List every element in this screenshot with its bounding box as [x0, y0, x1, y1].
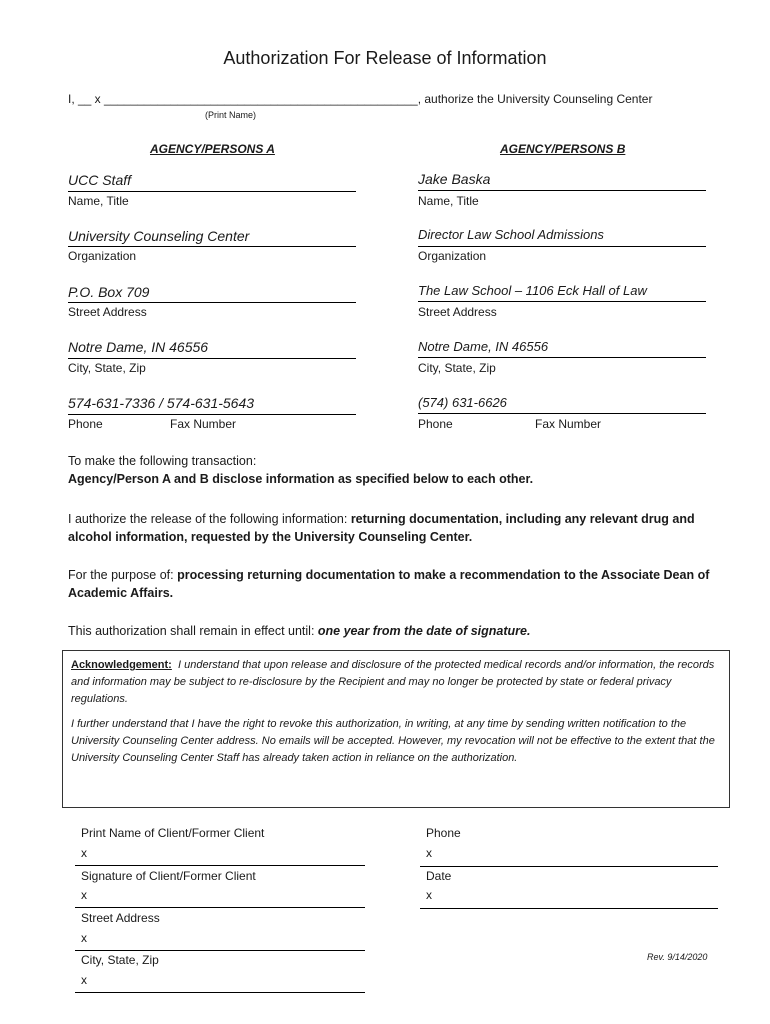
acknowledgement-heading: Acknowledgement:: [71, 659, 172, 671]
acknowledgement-text-1: I understand that upon release and disclosure of the protected medical records and/or information, the records and information may be subject to re-disclosure by the Recipient and may no longer be protected by state or federal privacy regulations.: [71, 659, 715, 705]
agency-a-phone-line: [68, 414, 356, 415]
agency-b-street-line: [418, 301, 706, 302]
street-address-field[interactable]: x: [81, 931, 87, 945]
print-name-label: Print Name of Client/Former Client: [81, 826, 265, 840]
print-name-hint: (Print Name): [205, 110, 257, 120]
effect-paragraph: [68, 622, 718, 640]
agency-a-phone-label: Phone: [68, 417, 103, 431]
print-name-field[interactable]: x: [81, 846, 87, 860]
acknowledgement-text-2: I further understand that I have the right to revoke this authorization, in writing, at any time by sending written notification to the University Counseling Center address. No emails will be accepted. However, my revocation will not be effective to the extent that the University Counseling Center Staff has already taken action in reliance on the authorization.: [71, 718, 715, 764]
agency-b-street[interactable]: The Law School – 1106 Eck Hall of Law: [418, 283, 647, 298]
transaction-detail: Agency/Person A and B disclose information as specified below to each other.: [68, 472, 534, 486]
acknowledgement-p1: [71, 657, 721, 708]
agency-a-name-line: [68, 191, 356, 192]
agency-b-phone-label: Phone: [418, 417, 453, 431]
agency-a-fax-label: Fax Number: [170, 417, 237, 431]
release-paragraph: [68, 510, 718, 546]
agency-b-phone[interactable]: (574) 631-6626: [418, 395, 507, 410]
release-lead: I authorize the release of the following information:: [68, 512, 351, 526]
agency-b-phone-line: [418, 413, 706, 414]
agency-a-phone[interactable]: 574-631-7336 / 574-631-5643: [68, 395, 255, 411]
agency-b-city[interactable]: Notre Dame, IN 46556: [418, 339, 549, 354]
authorization-intro: I, __ x _______________________________________________, authorize the University Counseling Center: [68, 92, 653, 106]
agency-b-city-line: [418, 357, 706, 358]
agency-a-organization[interactable]: University Counseling Center: [68, 228, 250, 244]
agency-a-street[interactable]: P.O. Box 709: [68, 284, 150, 300]
city-state-zip-line: [75, 992, 365, 993]
agency-b-organization-label: Organization: [418, 249, 487, 263]
transaction-paragraph: [68, 452, 718, 488]
agency-b-name-label: Name, Title: [418, 194, 479, 208]
purpose-paragraph: [68, 566, 718, 602]
print-name-line: [75, 865, 365, 866]
agency-a-name[interactable]: UCC Staff: [68, 172, 132, 188]
agency-a-city-label: City, State, Zip: [68, 361, 146, 375]
agency-a-name-label: Name, Title: [68, 194, 129, 208]
agency-a-organization-label: Organization: [68, 249, 137, 263]
agency-a-heading: AGENCY/PERSONS A: [150, 142, 275, 156]
agency-a-street-line: [68, 302, 356, 303]
signature-field[interactable]: x: [81, 888, 87, 902]
phone-field[interactable]: x: [426, 846, 432, 860]
city-state-zip-field[interactable]: x: [81, 973, 87, 987]
effect-detail: one year from the date of signature.: [317, 624, 531, 638]
city-state-zip-label: City, State, Zip: [81, 953, 159, 967]
agency-b-street-label: Street Address: [418, 305, 497, 319]
agency-a-street-label: Street Address: [68, 305, 147, 319]
signature-line: [75, 907, 365, 908]
purpose-lead: For the purpose of:: [68, 568, 178, 582]
phone-label: Phone: [426, 826, 461, 840]
agency-b-heading: AGENCY/PERSONS B: [500, 142, 626, 156]
agency-b-organization-line: [418, 246, 706, 247]
date-field[interactable]: x: [426, 888, 432, 902]
agency-a-city-line: [68, 358, 356, 359]
street-address-label: Street Address: [81, 911, 160, 925]
transaction-lead: To make the following transaction:: [68, 454, 257, 468]
agency-a-city[interactable]: Notre Dame, IN 46556: [68, 339, 209, 355]
effect-lead: This authorization shall remain in effect until:: [68, 624, 318, 638]
agency-b-city-label: City, State, Zip: [418, 361, 496, 375]
agency-b-organization[interactable]: Director Law School Admissions: [418, 227, 604, 242]
acknowledgement-box: [62, 650, 730, 808]
signature-label: Signature of Client/Former Client: [81, 869, 256, 883]
document-title: Authorization For Release of Information: [223, 48, 547, 68]
agency-b-name-line: [418, 190, 706, 191]
date-label: Date: [426, 869, 452, 883]
phone-line: [420, 866, 718, 867]
agency-a-organization-line: [68, 246, 356, 247]
agency-b-name[interactable]: Jake Baska: [418, 171, 491, 187]
date-line: [420, 908, 718, 909]
release-detail: returning documentation, including any relevant drug and alcohol information, requested by the University Counseling Center.: [68, 512, 695, 544]
purpose-detail: processing returning documentation to make a recommendation to the Associate Dean of Academic Affairs.: [68, 568, 710, 600]
agency-b-fax-label: Fax Number: [535, 417, 602, 431]
revision-date: Rev. 9/14/2020: [647, 952, 708, 962]
street-address-line: [75, 950, 365, 951]
